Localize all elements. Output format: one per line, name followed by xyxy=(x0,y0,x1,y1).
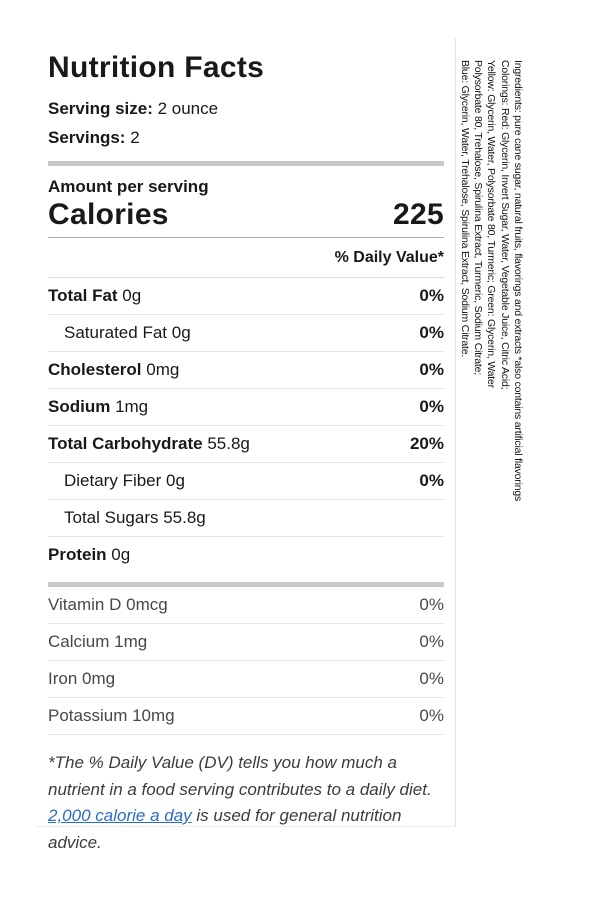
servings-value: 2 xyxy=(125,128,140,147)
nutrient-amount: 55.8g xyxy=(158,508,206,527)
nutrient-amount: 0g xyxy=(167,323,191,342)
nutrition-facts-panel xyxy=(36,38,456,852)
nutrient-daily-value: 0% xyxy=(419,595,444,614)
servings-line xyxy=(48,123,444,152)
nutrient-row xyxy=(48,500,444,537)
nutrient-amount: 0g xyxy=(117,286,142,305)
nutrient-amount: 10mg xyxy=(127,706,175,725)
ingredients-line: Yellow: Glycerin, Water, Polysorbate 80, Turmeric; Green: Glycerin, Water xyxy=(485,60,498,388)
nutrient-row xyxy=(48,463,444,500)
ingredients-rotated-text xyxy=(458,60,524,501)
nutrient-row xyxy=(48,661,444,698)
nutrient-daily-value: 0% xyxy=(419,669,444,688)
serving-size-value: 2 ounce xyxy=(152,99,219,118)
nutrient-daily-value: 20% xyxy=(409,434,444,453)
nutrient-name: Saturated Fat xyxy=(64,323,168,342)
nutrient-row xyxy=(48,315,444,352)
nutrient-row xyxy=(48,537,444,573)
nutrient-row xyxy=(48,352,444,389)
serving-size-label: Serving size: xyxy=(48,99,153,118)
nutrient-name: Iron xyxy=(48,669,78,688)
nutrient-name: Total Fat xyxy=(48,286,118,305)
nutrient-row xyxy=(48,587,444,624)
nutrient-row xyxy=(48,389,444,426)
nutrient-daily-value: 0% xyxy=(419,323,444,342)
nutrition-facts-title: Nutrition Facts xyxy=(48,51,265,84)
nutrient-daily-value: 0% xyxy=(419,286,444,305)
nutrient-amount: 1mg xyxy=(109,632,148,651)
nutrient-amount: 1mg xyxy=(110,397,149,416)
servings-label: Servings: xyxy=(48,128,126,147)
calories-row xyxy=(48,198,444,231)
nutrient-row xyxy=(48,698,444,735)
ingredients-line: Blue: Glycerin, Water, Trehalose, Spirulina Extract, Sodium Citrate. xyxy=(458,60,471,358)
nutrient-amount: 55.8g xyxy=(202,434,250,453)
nutrient-amount: 0mg xyxy=(141,360,180,379)
nutrient-daily-value: 0% xyxy=(419,632,444,651)
nutrient-name: Dietary Fiber xyxy=(64,471,162,490)
ingredients-line: Ingredients: pure cane sugar, natural fruits, flavorings and extracts *also contains artificial flavorings xyxy=(512,60,524,502)
nutrient-daily-value: 0% xyxy=(419,360,444,379)
thick-divider-top xyxy=(48,161,444,166)
daily-value-header: % Daily Value* xyxy=(48,238,444,278)
nutrient-row xyxy=(48,278,444,315)
footnote-text-before: *The % Daily Value (DV) tells you how much a nutrient in a food serving contributes to a daily diet. xyxy=(48,753,432,799)
calories-label: Calories xyxy=(48,198,169,231)
nutrient-name: Calcium xyxy=(48,632,110,651)
nutrient-daily-value: 0% xyxy=(419,706,444,725)
daily-value-footnote xyxy=(48,750,444,856)
nutrient-name: Potassium xyxy=(48,706,128,725)
nutrient-amount: 0g xyxy=(161,471,185,490)
nutrient-name: Vitamin D xyxy=(48,595,122,614)
nutrient-name: Cholesterol xyxy=(48,360,142,379)
nutrient-daily-value: 0% xyxy=(419,397,444,416)
vitamin-rows-section xyxy=(48,587,444,735)
nutrient-name: Sodium xyxy=(48,397,111,416)
calories-value: 225 xyxy=(393,198,444,231)
footnote-text-after: is used for general nutrition advice. xyxy=(48,806,402,852)
ingredients-line: Polysorbate 80, Trehalose, Spirulina Extract, Turmeric, Sodium Citrate; xyxy=(472,60,485,375)
amount-per-serving-label: Amount per serving xyxy=(48,177,209,196)
nutrient-name: Total Sugars xyxy=(64,508,159,527)
nutrient-row xyxy=(48,426,444,463)
nutrient-row xyxy=(48,624,444,661)
ingredients-line: Colorings: Red: Glycerin, Invert Sugar, Water, Vegetable Juice, Citric Acid; xyxy=(498,60,511,390)
serving-size-line xyxy=(48,94,444,123)
nutrient-name: Protein xyxy=(48,545,107,564)
nutrient-daily-value: 0% xyxy=(419,471,444,490)
nutrient-amount: 0mg xyxy=(77,669,116,688)
nutrient-amount: 0g xyxy=(106,545,131,564)
nutrient-name: Total Carbohydrate xyxy=(48,434,203,453)
nutrient-amount: 0mcg xyxy=(121,595,168,614)
nutrient-rows-section xyxy=(48,278,444,573)
calorie-reference-link[interactable]: 2,000 calorie a day xyxy=(48,806,192,825)
